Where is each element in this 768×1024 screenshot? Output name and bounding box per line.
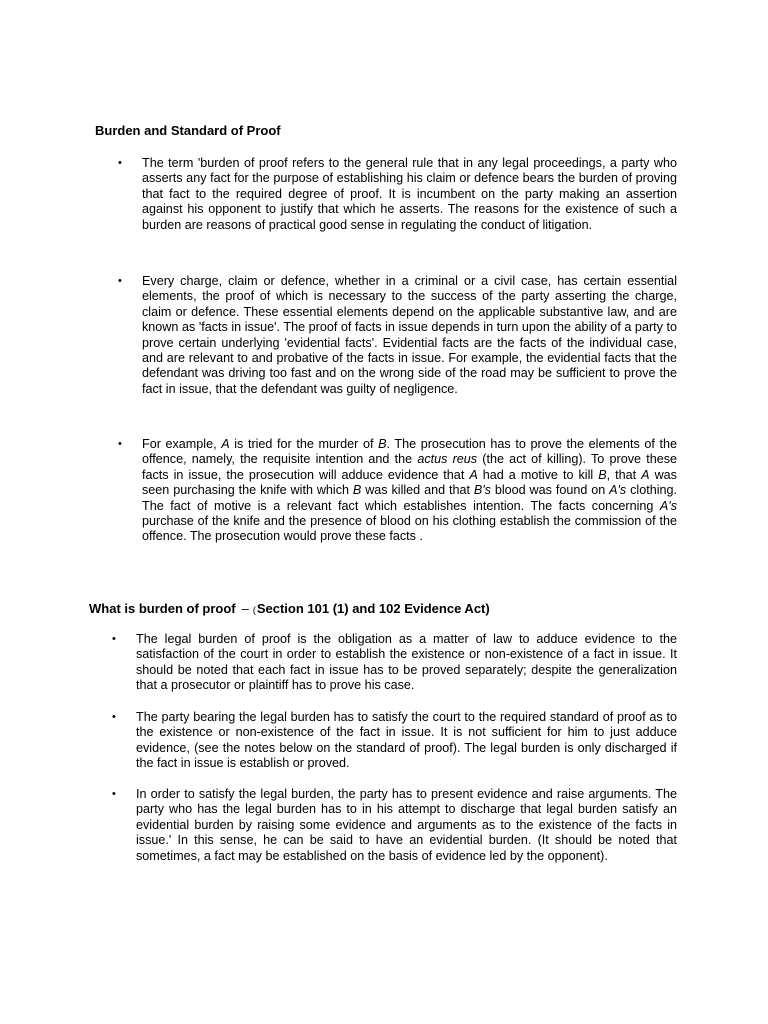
bullet-icon: •	[112, 633, 116, 645]
heading-dash: –	[241, 601, 249, 616]
list-item	[112, 632, 677, 694]
section-heading-burden-standard: Burden and Standard of Proof	[95, 123, 281, 138]
bullet-icon: •	[118, 438, 122, 450]
bullet-icon: •	[118, 275, 122, 287]
list-item	[112, 787, 677, 864]
section-heading-what-is-burden	[89, 601, 490, 618]
paragraph-text: The party bearing the legal burden has to satisfy the court to the required standard of proof as to the existence or non-existence of the fact in issue. It is not sufficient for him to just adduce evidence, (see the notes below on the standard of proof). The legal burden is only discharged if the fact in issue is establish or proved.	[136, 710, 677, 771]
list-item	[112, 710, 677, 772]
bullet-icon: •	[112, 711, 116, 723]
bullet-icon: •	[112, 788, 116, 800]
paragraph-text: The legal burden of proof is the obligation as a matter of law to adduce evidence to the satisfaction of the court in order to establish the existence or non-existence of a fact in issue. It should be noted that each fact in issue has to be proved separately; despite the generalization that a prosecutor or plaintiff has to prove his case.	[136, 632, 677, 693]
list-item	[118, 274, 677, 397]
paragraph-text: Every charge, claim or defence, whether in a criminal or a civil case, has certain essential elements, the proof of which is necessary to the success of the party asserting the charge, claim or defence. These essential elements depend on the applicable substantive law, and are known as 'facts in issue'. The proof of facts in issue depends in turn upon the ability of a party to prove certain underlying 'evidential facts'. Evidential facts are the facts of the individual case, and are relevant to and probative of the facts in issue. For example, the evidential facts that the defendant was driving too fast and on the wrong side of the road may be sufficient to prove the fact in issue, that the defendant was guilty of negligence.	[142, 274, 677, 396]
paragraph-text: In order to satisfy the legal burden, the party has to present evidence and raise arguments. The party who has the legal burden has to in his attempt to discharge that legal burden satisfy an evidential burden by raising some evidence and arguments as to the existence of the facts in issue.' In this sense, he can be said to have an evidential burden. (It should be noted that sometimes, a fact may be established on the basis of evidence led by the opponent).	[136, 787, 677, 863]
heading-paren: (	[252, 605, 256, 615]
heading-reference: Section 101 (1) and 102 Evidence Act)	[256, 601, 490, 616]
bullet-icon: •	[118, 157, 122, 169]
heading-title: What is burden of proof	[89, 601, 236, 616]
list-item	[118, 437, 678, 545]
paragraph-text: The term 'burden of proof refers to the general rule that in any legal proceedings, a party who asserts any fact for the purpose of establishing his claim or defence bears the burden of proving that fact to the required degree of proof. It is incumbent on the party making an assertion against his opponent to justify that which he asserts. The reasons for the existence of such a burden are reasons of practical good sense in regulating the conduct of litigation.	[142, 156, 677, 232]
list-item	[118, 156, 677, 233]
paragraph-text: For example, A is tried for the murder of B. The prosecution has to prove the elements of the offence, namely, the requisite intention and the actus reus (the act of killing). To prove these facts in issue, the prosecution will adduce evidence that A had a motive to kill B, that A was seen purchasing the knife with which B was killed and that B's blood was found on A's clothing. The fact of motive is a relevant fact which establishes intention. The facts concerning A's purchase of the knife and the presence of blood on his clothing establish the commission of the offence. The prosecution would prove these facts .	[142, 437, 678, 544]
